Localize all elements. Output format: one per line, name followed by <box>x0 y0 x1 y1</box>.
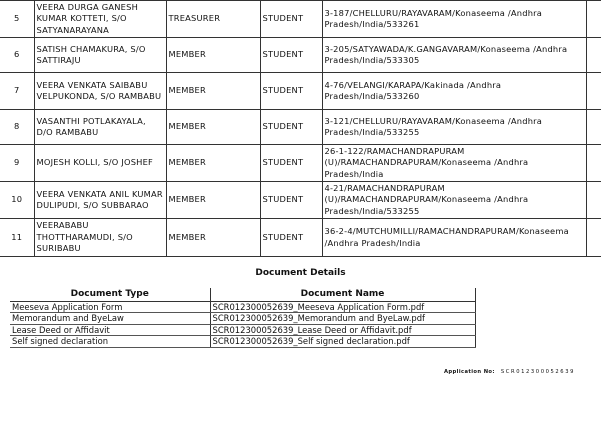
document-type: Memorandum and ByeLaw <box>10 313 210 325</box>
application-number <box>444 369 575 375</box>
member-name: VASANTHI POTLAKAYALA, D/O RAMBABU <box>34 110 166 145</box>
blank-cell <box>586 110 601 145</box>
member-address: 3-187/CHELLURU/RAYAVARAM/Konaseema /Andhra Pradesh/India/533261 <box>322 1 586 38</box>
member-name: VEERA VENKATA ANIL KUMAR DULIPUDI, S/O SUBBARAO <box>34 182 166 219</box>
table-header-row <box>10 288 475 301</box>
row-number: 7 <box>0 73 34 110</box>
member-name: SATISH CHAMAKURA, S/O SATTIRAJU <box>34 38 166 73</box>
table-row <box>0 73 601 110</box>
table-row <box>10 313 475 325</box>
member-address: 4-21/RAMACHANDRAPURAM (U)/RAMACHANDRAPURAM/Konaseema /Andhra Pradesh/India/533255 <box>322 182 586 219</box>
member-name: VEERABABU THOTTHARAMUDI, S/O SURIBABU <box>34 219 166 257</box>
table-row <box>0 182 601 219</box>
member-designation: MEMBER <box>166 182 260 219</box>
table-row <box>0 1 601 38</box>
member-designation: MEMBER <box>166 38 260 73</box>
row-number: 9 <box>0 145 34 182</box>
column-header-name: Document Name <box>210 288 475 301</box>
member-designation: TREASURER <box>166 1 260 38</box>
member-address: 36-2-4/MUTCHUMILLI/RAMACHANDRAPURAM/Konaseema /Andhra Pradesh/India <box>322 219 586 257</box>
member-occupation: STUDENT <box>260 1 322 38</box>
member-occupation: STUDENT <box>260 219 322 257</box>
member-address: 4-76/VELANGI/KARAPA/Kakinada /Andhra Pradesh/India/533260 <box>322 73 586 110</box>
document-details-table <box>10 288 476 348</box>
table-row <box>0 38 601 73</box>
table-row <box>0 145 601 182</box>
table-row <box>10 324 475 336</box>
row-number: 5 <box>0 1 34 38</box>
blank-cell <box>586 38 601 73</box>
member-name: VEERA VENKATA SAIBABU VELPUKONDA, S/O RAMBABU <box>34 73 166 110</box>
member-name: MOJESH KOLLI, S/O JOSHEF <box>34 145 166 182</box>
member-occupation: STUDENT <box>260 145 322 182</box>
blank-cell <box>586 182 601 219</box>
table-row <box>10 336 475 348</box>
member-address: 26-1-122/RAMACHANDRAPURAM (U)/RAMACHANDRAPURAM/Konaseema /Andhra Pradesh/India <box>322 145 586 182</box>
row-number: 10 <box>0 182 34 219</box>
application-number-label: Application No: <box>444 369 495 375</box>
member-name: VEERA DURGA GANESH KUMAR KOTTETI, S/O SATYANARAYANA <box>34 1 166 38</box>
table-row <box>10 301 475 313</box>
row-number: 11 <box>0 219 34 257</box>
member-designation: MEMBER <box>166 110 260 145</box>
member-designation: MEMBER <box>166 219 260 257</box>
blank-cell <box>586 1 601 38</box>
document-file-name: SCR012300052639_Memorandum and ByeLaw.pdf <box>210 313 475 325</box>
document-file-name: SCR012300052639_Self signed declaration.pdf <box>210 336 475 348</box>
blank-cell <box>586 73 601 110</box>
member-address: 3-121/CHELLURU/RAYAVARAM/Konaseema /Andhra Pradesh/India/533255 <box>322 110 586 145</box>
row-number: 8 <box>0 110 34 145</box>
document-file-name: SCR012300052639_Meeseva Application Form.pdf <box>210 301 475 313</box>
member-occupation: STUDENT <box>260 182 322 219</box>
member-designation: MEMBER <box>166 73 260 110</box>
column-header-type: Document Type <box>10 288 210 301</box>
table-row <box>0 110 601 145</box>
member-occupation: STUDENT <box>260 110 322 145</box>
row-number: 6 <box>0 38 34 73</box>
application-number-value: SCR012300052639 <box>500 369 575 375</box>
member-occupation: STUDENT <box>260 38 322 73</box>
member-address: 3-205/SATYAWADA/K.GANGAVARAM/Konaseema /Andhra Pradesh/India/533305 <box>322 38 586 73</box>
document-type: Self signed declaration <box>10 336 210 348</box>
member-designation: MEMBER <box>166 145 260 182</box>
document-type: Lease Deed or Affidavit <box>10 324 210 336</box>
blank-cell <box>586 145 601 182</box>
document-details-title: Document Details <box>255 268 346 278</box>
document-file-name: SCR012300052639_Lease Deed or Affidavit.pdf <box>210 324 475 336</box>
document-type: Meeseva Application Form <box>10 301 210 313</box>
member-occupation: STUDENT <box>260 73 322 110</box>
table-row <box>0 219 601 257</box>
blank-cell <box>586 219 601 257</box>
